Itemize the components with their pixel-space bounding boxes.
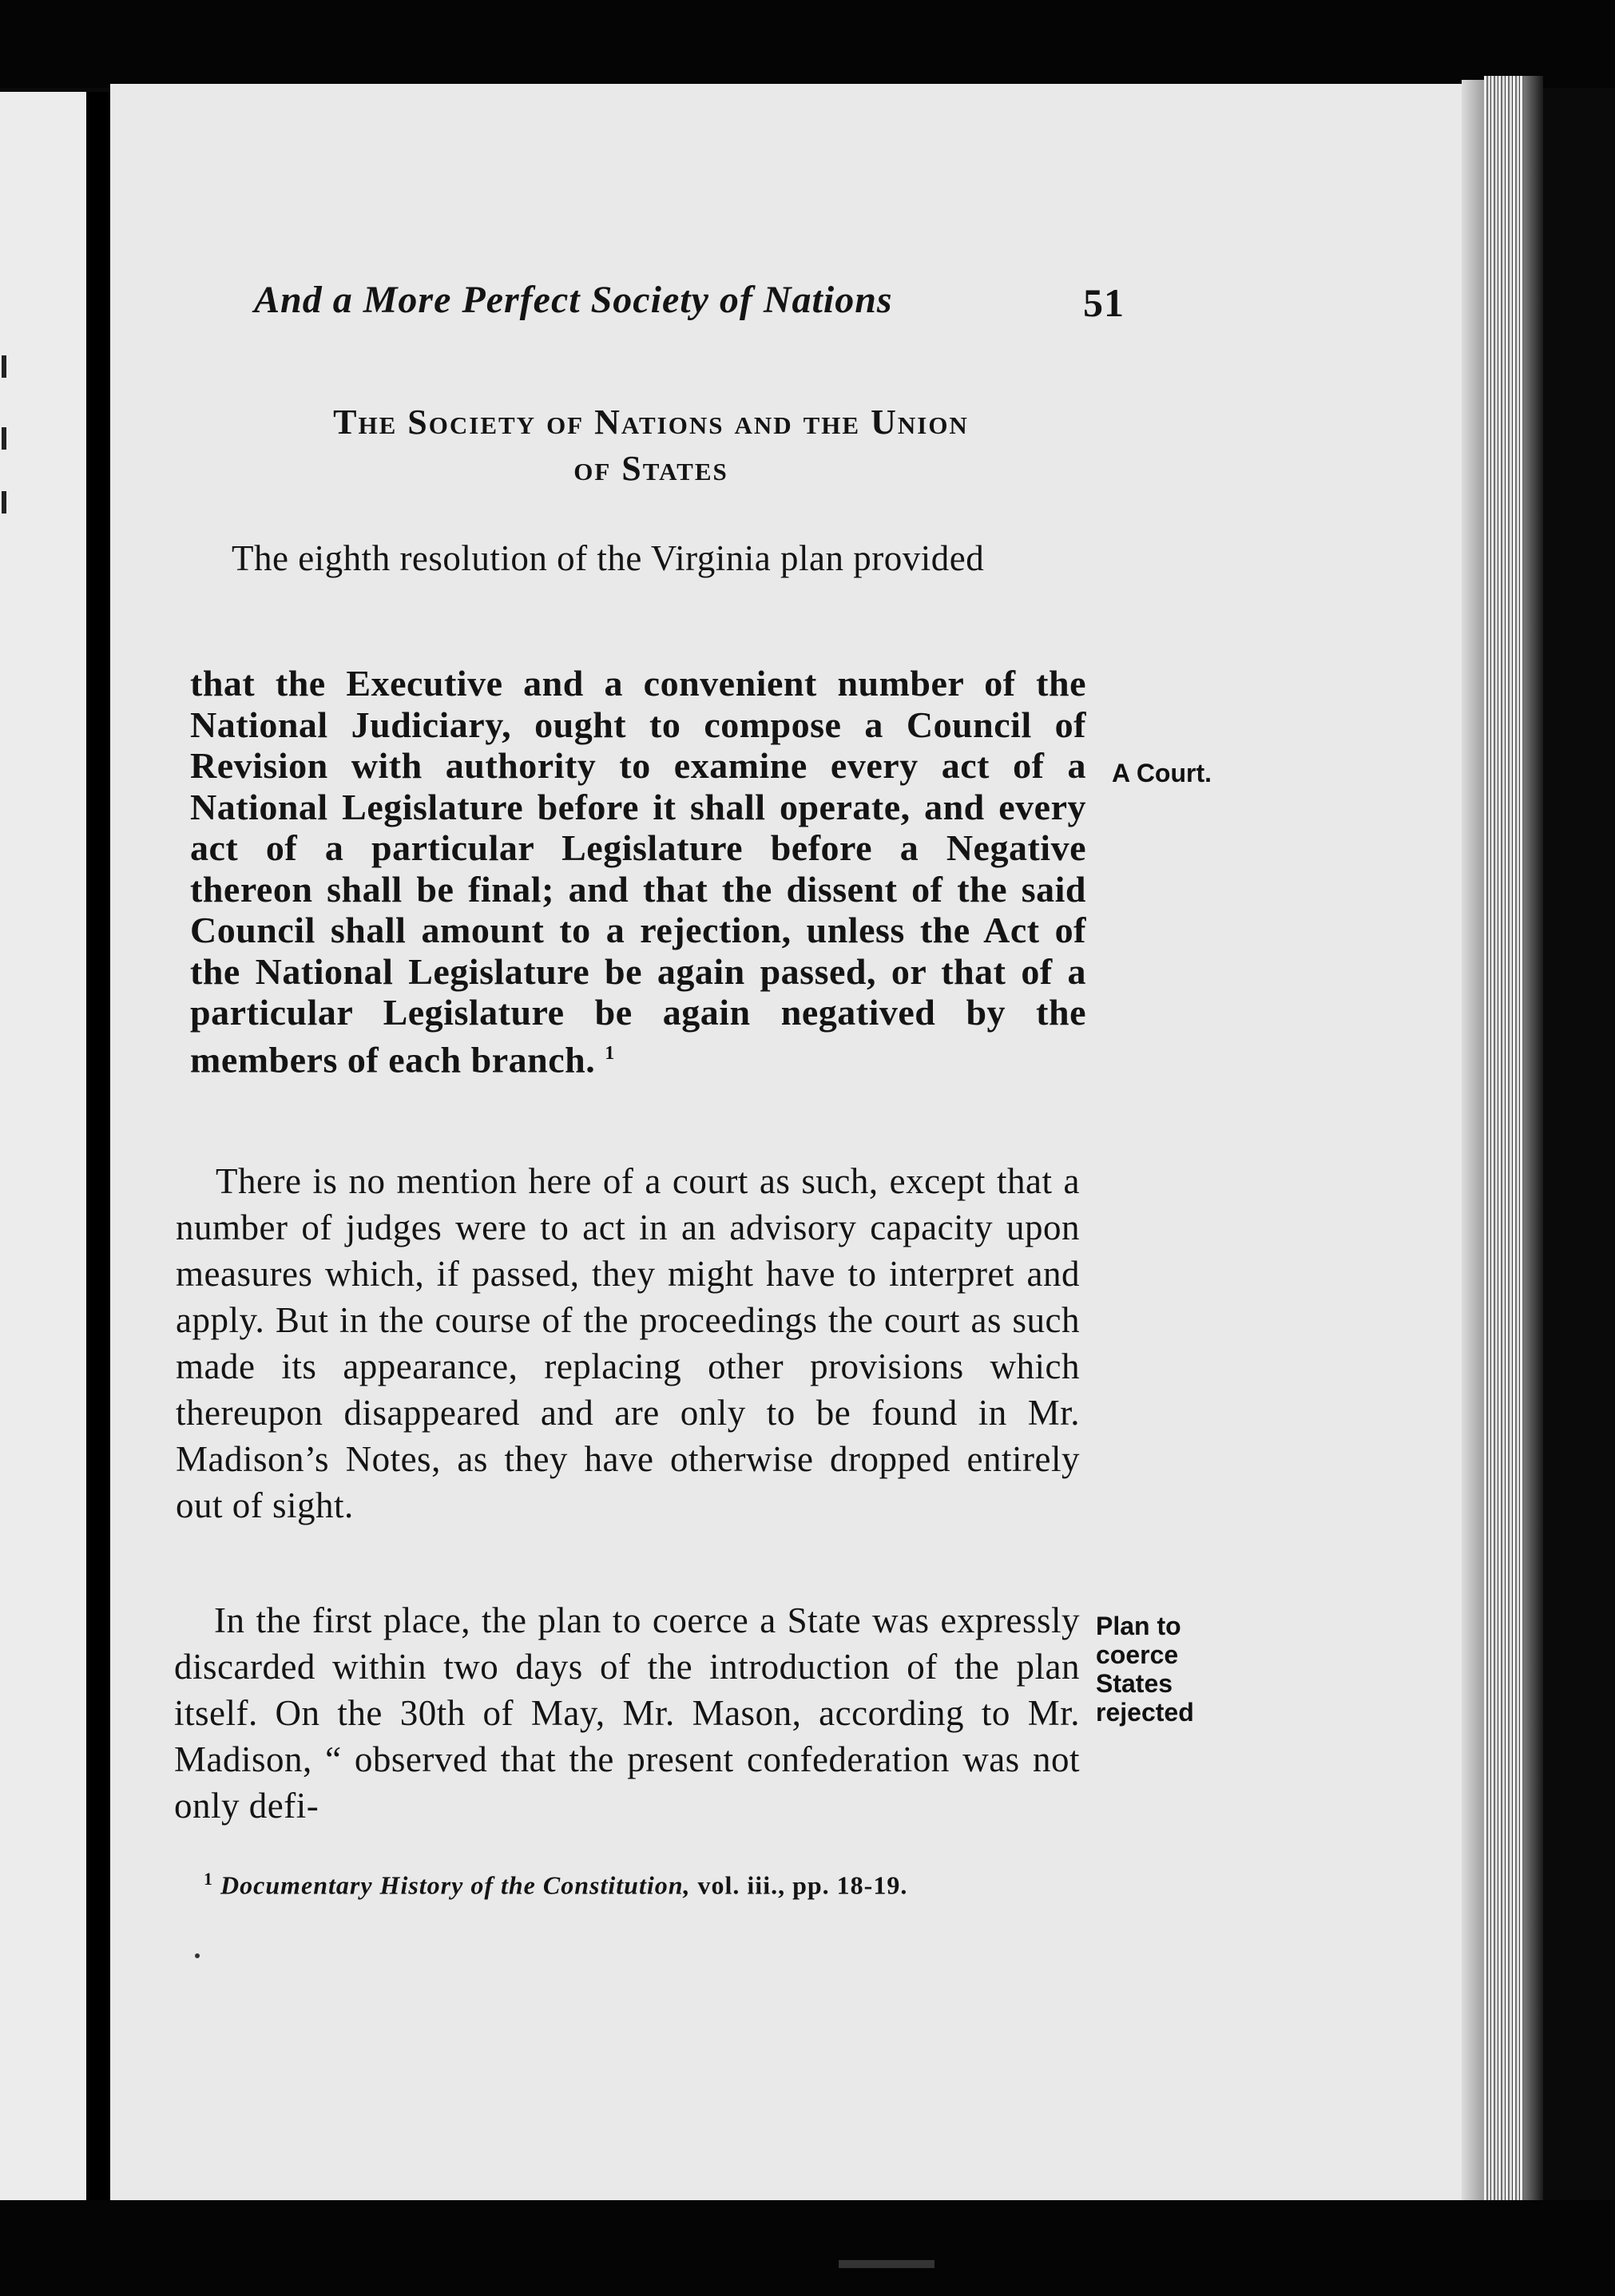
scan-artifact (839, 2260, 934, 2268)
intro-paragraph: The eighth resolution of the Virginia plan provided (232, 538, 985, 578)
section-title-line-2: of States (573, 449, 728, 488)
footnote-title: Documentary History of the Constitution, (220, 1870, 691, 1900)
facing-page-edge (0, 92, 86, 2200)
sidenote-plan-line-4: rejected (1096, 1698, 1194, 1727)
book-gutter (86, 92, 110, 2200)
sidenote-plan (1096, 1612, 1216, 1727)
footnote-details: vol. iii., pp. 18-19. (697, 1870, 908, 1900)
body-paragraph-2: In the first place, the plan to coerce a State was expressly discarded within two days of the introduction of the plan itself. On the 30th of May, Mr. Mason, according to Mr. Madison, “ observed that the present confederation was not only defi- (174, 1600, 1080, 1826)
footnote-reference: 1 (605, 1042, 615, 1064)
page-curve-shadow (1462, 80, 1486, 2200)
scan-border-bottom (0, 2200, 1615, 2296)
book-edge-shadow (1524, 76, 1543, 2204)
block-quote (190, 663, 1086, 1080)
running-head (254, 272, 1125, 343)
page-number: 51 (1083, 280, 1125, 325)
section-title-line-1: The Society of Nations and the Union (333, 402, 969, 442)
footnote (204, 1869, 1082, 1901)
scan-border-top (0, 0, 1615, 88)
ink-speck (195, 1953, 200, 1958)
running-head-title: And a More Perfect Society of Nations (254, 279, 893, 321)
quote-text: that the Executive and a convenient number of the National Judiciary, ought to compose a Council of Revision with authority to examine every act of a National Legislature before it shall operate, and every act of a particular Legislature before a Negative thereon shall be final; and that the dissent of the said Council shall amount to a rejection, unless the Act of the National Legislature be again passed, or that of a particular Legislature be again negatived by the members of each branch. (190, 663, 1086, 1080)
footnote-marker: 1 (204, 1869, 213, 1889)
body-paragraph-1: There is no mention here of a court as such, except that a number of judges were to act in an advisory capacity upon measures which, if passed, they might have to interpret and apply. But in the course of the proceedings the court as such made its appearance, replacing other provisions which thereupon disappeared and are only to be found in Mr. Madison’s Notes, as they have otherwise dropped entirely out of sight. (176, 1161, 1080, 1525)
sidenote-plan-line-1: Plan to (1096, 1612, 1181, 1640)
sidenote-plan-line-2: coerce (1096, 1640, 1179, 1669)
page-edges (1484, 76, 1526, 2204)
sidenote-court: A Court. (1112, 759, 1212, 787)
section-title (192, 399, 1110, 492)
sidenote-plan-line-3: States (1096, 1669, 1173, 1698)
